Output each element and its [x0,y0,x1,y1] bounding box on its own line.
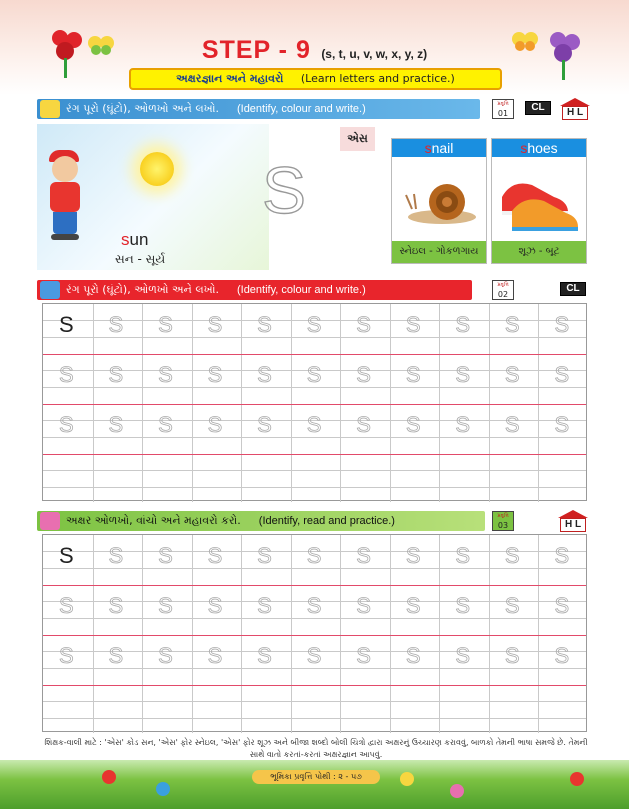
trace-letter: S [207,362,223,387]
grid-rule-line [43,668,586,669]
trace-letter: S [207,593,223,618]
card-snail [391,138,487,264]
card-snail-label: સ્નેઇલ - ગોકળગાય [392,241,486,263]
trace-letter: S [158,412,173,437]
trace-letter: S [108,312,124,337]
trace-letter: S [257,643,272,668]
grid-column-line [439,535,440,733]
snail-icon [392,157,486,241]
card-shoes [491,138,587,264]
section-3-bar [37,511,485,531]
grid-column-line [291,304,292,502]
tracing-grid-2 [42,534,587,732]
trace-letter: S [108,643,124,668]
teacher-note: શિક્ષક-વાલી માટે : 'એસ' કોડ સન, 'એસ' ફોર સ્નેઇલ, 'એસ' ફોર શૂઝ અને બીજા શબ્દો બોલી ચિત્રો દ્વારા અક્ષરનું ઉચ્ચારણ કરાવવું, બાળકો તેમની ભાષા સમજે છે. તેમની સાથે વાતો કરતાં-કરતાં અક્ષરજ્ઞાન આપવું. [44,738,588,759]
flower-icon [450,784,464,798]
activity-badge-2 [492,280,514,300]
cl-tag: CL [560,282,586,296]
grid-rule-line [43,618,586,619]
grid-column-line [390,304,391,502]
flower-icon [156,782,170,796]
trace-letter: S [554,593,570,618]
grid-column-line [439,304,440,502]
trace-letter: S [158,593,173,618]
shoes-icon [492,157,586,241]
trace-letter: S [306,312,322,337]
trace-letter: S [554,412,570,437]
step-heading: STEP - 9 [201,36,311,64]
trace-letter: S [207,412,223,437]
grid-column-line [538,535,539,733]
hl-tag: H L [562,106,588,120]
trace-letter: S [59,643,74,668]
section-2-instruction-gujarati: રંગ પૂરો (ઘૂંટો), ઓળખો અને લખો. [66,283,219,296]
boy-legs [53,212,77,234]
trace-letter: S [108,593,124,618]
activity-label: પ્રવૃત્તિ [497,101,509,107]
trace-letter: S [356,412,371,437]
flower-icon [102,770,116,784]
word-sun: sun [121,230,149,249]
trace-letter: S [554,312,570,337]
trace-letter: S [554,362,570,387]
cl-tag: CL [525,101,551,115]
section-1-bar [37,99,480,119]
activity-number: 03 [497,521,509,530]
trace-letter: S [158,312,173,337]
section-2-instruction-english: (Identify, colour and write.) [236,284,366,296]
girl-icon [40,512,60,530]
trace-letter: S [158,362,173,387]
activity-number: 01 [497,109,509,118]
hl-tag: H L [560,518,586,532]
grid-band-line [43,404,586,405]
grid-band-line [43,454,586,455]
trace-letter: S [554,543,570,568]
trace-letter: S [158,543,173,568]
trace-letter: S [356,362,371,387]
boy-shoes [51,234,79,240]
grid-column-line [489,304,490,502]
trace-letter: S [257,593,272,618]
boy-head [52,156,78,182]
grid-rule-line [43,387,586,388]
word-sun-gujarati: સન - સૂર્ય [115,252,166,266]
trace-letter: S [455,312,471,337]
trace-letter: S [504,543,520,568]
card-snail-word: snail [392,139,486,157]
trace-letter: S [59,412,74,437]
step-letters: (s, t, u, v, w, x, y, z) [321,47,428,61]
trace-letter: S [108,362,124,387]
trace-letter: S [356,643,371,668]
grid-column-line [93,304,94,502]
flower-icon [400,772,414,786]
section-1-instruction-gujarati: રંગ પૂરો (ઘૂંટો), ઓળખો અને લખો. [66,102,219,115]
trace-letter: S [405,593,421,618]
trace-letter: S [306,543,322,568]
subtitle-gujarati: અક્ષરજ્ઞાન અને મહાવરો [176,72,284,85]
butterfly-icon [40,281,60,299]
trace-letter: S [306,412,322,437]
trace-letter: S [455,362,471,387]
grid-column-line [538,304,539,502]
model-letter: S [59,543,74,568]
page-title [0,36,629,65]
boy-body [50,182,80,212]
letter-name-gujarati: એસ [340,127,375,151]
trace-letter: S [108,543,124,568]
trace-letter: S [207,643,223,668]
trace-letter: S [158,643,173,668]
section-3-instruction-gujarati: અક્ષર ઓળખો, વાંચો અને મહાવરો કરો. [66,514,241,527]
grid-column-line [340,304,341,502]
trace-letter: S [455,593,471,618]
trace-letter: S [504,643,520,668]
grid-column-line [142,304,143,502]
trace-letter: S [405,312,421,337]
trace-letter: S [504,312,520,337]
grid-band-line [43,685,586,686]
trace-letter: S [356,543,371,568]
grid-column-line [390,535,391,733]
grid-rule-line [43,437,586,438]
trace-letter: S [405,362,421,387]
house-roof-icon [560,98,590,106]
grid-column-line [291,535,292,733]
grid-band-line [43,354,586,355]
butterfly-icon [40,100,60,118]
subtitle-banner [129,68,502,90]
trace-letter: S [356,593,371,618]
trace-letter: S [504,412,520,437]
trace-letter: S [554,643,570,668]
trace-letter: S [455,643,471,668]
trace-letter: S [306,593,322,618]
grid-column-line [489,535,490,733]
trace-letter: S [59,362,74,387]
card-shoes-label: શૂઝ - બૂટ [492,241,586,263]
trace-letter: S [405,643,421,668]
grid-column-line [192,304,193,502]
grid-band-line [43,585,586,586]
grass-border [0,760,629,809]
trace-letter: S [405,412,421,437]
section-2-bar [37,280,472,300]
trace-letter: S [257,412,272,437]
grid-column-line [241,304,242,502]
grid-column-line [340,535,341,733]
section-3-instruction-english: (Identify, read and practice.) [258,515,395,527]
sun-picture-panel [37,124,269,270]
subtitle-english: (Learn letters and practice.) [300,72,455,85]
section-1-instruction-english: (Identify, colour and write.) [236,103,366,115]
grid-band-line [43,635,586,636]
trace-letter: S [455,412,471,437]
grid-rule-line [43,337,586,338]
grid-rule-line [43,568,586,569]
trace-letter: S [455,543,471,568]
trace-letter: S [207,312,223,337]
trace-letter: S [257,312,272,337]
grid-column-line [142,535,143,733]
grid-rule-line [43,470,586,471]
activity-label: પ્રવૃત્તિ [497,282,509,288]
trace-letter: S [306,362,322,387]
tracing-grid-1 [42,303,587,501]
page-footer-label: ભૂમિકા પ્રવૃત્તિ પોથી : ૨ - ૫૭ [252,770,380,784]
trace-letter: S [257,543,272,568]
trace-letter: S [306,643,322,668]
trace-letter: S [207,543,223,568]
house-roof-icon [558,510,588,518]
card-shoes-word: shoes [492,139,586,157]
trace-letter: S [504,362,520,387]
model-letter: S [59,312,74,337]
trace-letter: S [405,543,421,568]
trace-letter: S [108,412,124,437]
tracing-letter: S [262,153,307,227]
trace-letter: S [356,312,371,337]
activity-label: પ્રવૃત્તિ [497,513,509,519]
grid-rule-line [43,701,586,702]
activity-badge-1 [492,99,514,119]
trace-letter: S [257,362,272,387]
trace-letter: S [59,593,74,618]
grid-column-line [241,535,242,733]
sun-icon [140,152,174,186]
trace-letter: S [504,593,520,618]
grid-rule-line [43,487,586,488]
activity-number: 02 [497,290,509,299]
grid-rule-line [43,718,586,719]
grid-column-line [93,535,94,733]
flower-icon [570,772,584,786]
grid-column-line [192,535,193,733]
activity-badge-3 [492,511,514,531]
